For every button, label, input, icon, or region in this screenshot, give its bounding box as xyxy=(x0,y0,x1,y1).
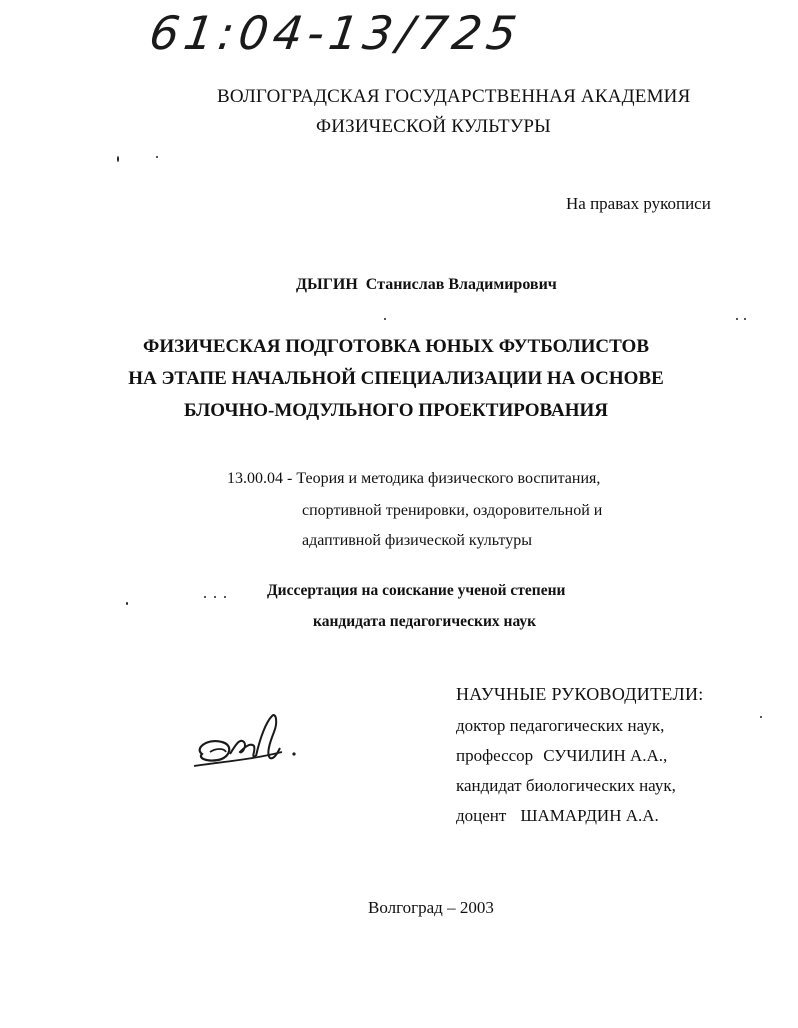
advisor-2-surname: ШАМАРДИН А.А. xyxy=(520,806,659,825)
advisor-1-role: профессор xyxy=(456,746,534,765)
dissertation-degree-line-1: Диссертация на соискание ученой степени xyxy=(267,582,566,599)
dissertation-title-line-2: НА ЭТАПЕ НАЧАЛЬНОЙ СПЕЦИАЛИЗАЦИИ НА ОСНОВЕ xyxy=(128,368,664,389)
advisor-1-name xyxy=(456,746,667,766)
dissertation-title-line-1: ФИЗИЧЕСКАЯ ПОДГОТОВКА ЮНЫХ ФУТБОЛИСТОВ xyxy=(143,336,649,357)
author-surname: ДЫГИН xyxy=(296,276,358,293)
advisors-heading: НАУЧНЫЕ РУКОВОДИТЕЛИ: xyxy=(456,684,704,704)
organization-line-2: ФИЗИЧЕСКОЙ КУЛЬТУРЫ xyxy=(316,116,551,137)
handwritten-catalog-code: 61:04-13/725 xyxy=(146,6,525,60)
organization-line-1: ВОЛГОГРАДСКАЯ ГОСУДАРСТВЕННАЯ АКАДЕМИЯ xyxy=(217,86,691,107)
dissertation-degree-line-2: кандидата педагогических наук xyxy=(313,613,537,630)
author-name xyxy=(296,276,557,294)
scan-speck xyxy=(224,596,226,598)
dissertation-title-line-3: БЛОЧНО-МОДУЛЬНОГО ПРОЕКТИРОВАНИЯ xyxy=(183,400,608,421)
advisor-2-role: доцент xyxy=(456,806,507,825)
scan-speck xyxy=(384,318,386,320)
scan-speck xyxy=(214,596,216,598)
scan-speck xyxy=(744,318,746,320)
manuscript-note: На правах рукописи xyxy=(566,194,711,213)
advisor-1-degree: доктор педагогических наук, xyxy=(456,716,665,735)
specialty-line-2: спортивной тренировки, оздоровительной и xyxy=(302,502,603,519)
advisor-2-name xyxy=(456,806,659,826)
author-given-names: Станислав Владимирович xyxy=(365,276,557,293)
scan-speck xyxy=(204,596,206,598)
city-and-year: Волгоград – 2003 xyxy=(368,898,494,917)
scan-speck xyxy=(736,318,738,320)
specialty-line-1: 13.00.04 - Теория и методика физического воспитания, xyxy=(227,470,601,487)
advisor-2-degree: кандидат биологических наук, xyxy=(456,776,676,795)
scan-speck xyxy=(126,602,128,605)
scan-speck xyxy=(156,156,158,158)
handwritten-signature xyxy=(190,708,310,778)
specialty-line-3: адаптивной физической культуры xyxy=(302,532,532,549)
scan-speck xyxy=(760,716,762,718)
advisor-1-surname: СУЧИЛИН А.А., xyxy=(543,746,668,765)
scan-speck xyxy=(117,156,119,162)
